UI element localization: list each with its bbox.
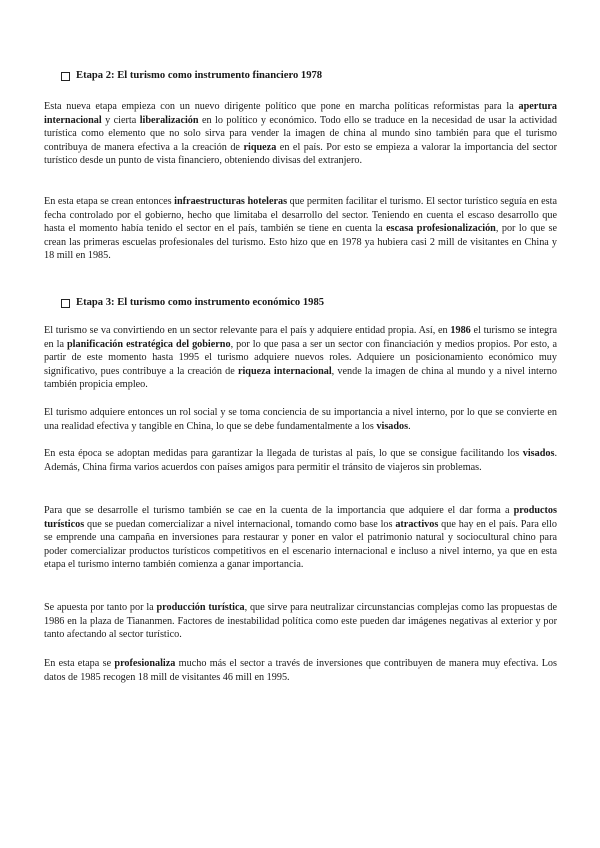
bold-term: producción turística [156, 602, 245, 613]
text-run: que permiten facilitar el turismo. El sector turístico seguía en esta fecha controlado por el gobierno, hecho que limitaba el desarrollo del sector. Teniendo en cuenta el escaso desarrollo que hasta el momento había tenido el sector en el país, también se tiene en cuenta la [44, 196, 557, 235]
text-run: El turismo adquiere entonces un rol social y se toma conciencia de su importancia a nivel interno, por lo que se convierte en una realidad efectiva y tangible en China, lo que se debe fundamentalmente a los [44, 407, 557, 432]
stage-2-paragraph-1 [44, 100, 557, 168]
text-run: . [408, 420, 411, 432]
text-run: , vende la imagen de china al mundo y a nivel interno también propicia empleo. [44, 365, 557, 391]
bold-term: liberalización [139, 114, 199, 126]
text-run: El turismo se va convirtiendo en un sector relevante para el país y adquiere entidad propia. Así, en [44, 325, 451, 336]
text-run: En esta etapa se crean entonces [44, 196, 175, 207]
bold-term: apertura internacional [44, 101, 557, 126]
bold-term: atractivos [395, 518, 439, 530]
bold-term: visados [376, 420, 409, 432]
text-run: Para que se desarrolle el turismo también se cae en la cuenta de la importancia que adquiere el dar forma a [44, 505, 514, 516]
text-run: , por lo que se crean las primeras escuelas profesionales del turismo. Esto hizo que en 1978 ya hubiera casi 2 mill de visitantes en China y 18 mill en 1985. [44, 223, 557, 262]
stage-3-paragraph-5 [44, 601, 557, 642]
stage-2-heading [61, 69, 322, 83]
bold-term: escasa profesionalización [386, 223, 496, 235]
stage-3-paragraph-4 [44, 504, 557, 572]
text-run: . Además, China firma varios acuerdos con países amigos para permitir el tránsito de viajeros sin problemas. [44, 448, 557, 473]
text-run: En esta etapa se [44, 658, 115, 669]
text-run: en el país. Por esto se empieza a valorar la importancia del sector turístico desde un punto de vista financiero, obteniendo divisas del extranjero. [44, 141, 557, 167]
text-run: Esta nueva etapa empieza con un nuevo dirigente político que pone en marcha políticas reformistas para la [44, 101, 519, 112]
bold-term: planificación estratégica del gobierno [67, 338, 231, 350]
stage-3-paragraph-6 [44, 657, 557, 684]
bold-term: infraestructuras hoteleras [174, 196, 288, 207]
text-run: En esta época se adoptan medidas para garantizar la llegada de turistas al país, lo que se consigue facilitando los [44, 448, 523, 459]
checkbox-bullet-icon [61, 299, 70, 308]
stage-2-paragraph-2 [44, 195, 557, 263]
bold-term: profesionaliza [114, 658, 176, 669]
bold-term: riqueza [243, 141, 277, 153]
bold-term: riqueza internacional [237, 365, 332, 377]
text-run: Se apuesta por tanto por la [44, 602, 157, 613]
text-run: en lo político y económico. Todo ello se traduce en la necesidad de usar la actividad turística como elemento que no solo sirva para vender la imagen de china al mundo sino también para que el turismo contribuya de manera efectiva a la creación de [44, 114, 557, 153]
stage-3-heading-text: Etapa 3: El turismo como instrumento económico 1985 [76, 297, 325, 308]
text-run: el turismo se integra en la [44, 325, 557, 350]
checkbox-bullet-icon [61, 72, 70, 81]
text-run: , por lo que pasa a ser un sector con financiación y medios propios. Por esto, a partir de este momento hasta 1995 el turismo adquiere nuevos roles. Adquiere un posicionamiento económico muy significativo, pues contribuye a la creación de [44, 338, 558, 377]
text-run: y cierta [101, 114, 140, 126]
text-run: , que sirve para neutralizar circunstancias complejas como las propuestas de 1986 en la plaza de Tiananmen. Factores de inestabilidad política como este pueden dar imágenes negativas al exterior y por tanto afectando al sector turístico. [44, 602, 557, 641]
text-run: mucho más el sector a través de inversiones que contribuyen de manera muy efectiva. Los datos de 1985 recogen 18 mill de visitantes 46 mill en 1995. [44, 658, 557, 683]
stage-3-paragraph-3 [44, 447, 557, 474]
stage-3-heading [61, 296, 324, 310]
bold-term: 1986 [450, 325, 471, 336]
text-run: que se puedan comercializar a nivel internacional, tomando como base los [84, 518, 396, 530]
stage-3-paragraph-2 [44, 406, 557, 433]
text-run: que hay en el país. Para ello se emprende una campaña en inversiones para restaurar y poner en valor el patrimonio natural y sociocultural chino para poder comercializar productos turísticos competitivos en el escenario internacional e incluso a nivel interno, ya que en esta etapa el turismo interno también comienza a ganar importancia. [44, 518, 557, 571]
stage-2-heading-text: Etapa 2: El turismo como instrumento financiero 1978 [76, 70, 323, 81]
bold-term: visados [522, 448, 555, 459]
stage-3-paragraph-1 [44, 324, 557, 392]
bold-term: productos turísticos [44, 505, 557, 530]
